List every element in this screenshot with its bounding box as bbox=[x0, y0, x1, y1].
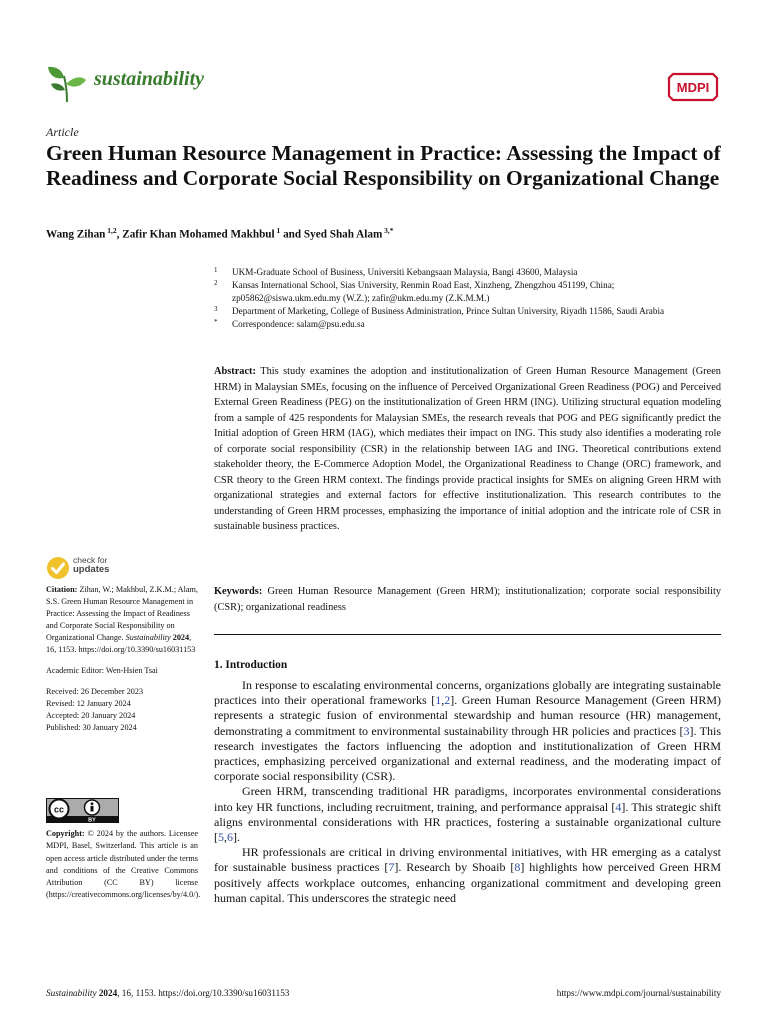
author-name: Wang Zihan bbox=[46, 228, 106, 241]
check-updates-line1: check for bbox=[73, 555, 108, 565]
date-line: Accepted: 20 January 2024 bbox=[46, 711, 136, 720]
author-affiliation-mark: 1,2 bbox=[105, 226, 117, 235]
keywords-label: Keywords: bbox=[214, 586, 263, 597]
keywords bbox=[214, 584, 721, 615]
publication-dates bbox=[46, 686, 198, 734]
academic-editor: Academic Editor: Wen-Hsien Tsai bbox=[46, 666, 158, 675]
abstract-text: This study examines the adoption and institutionalization of Green Human Resource Management (Green HRM) in Malaysian SMEs, focusing on the influence of Perceived Organizational Green Readiness (POG) and Perceived External Green Readiness (PEG) on the institutionalization of Green HRM (ING). Utilizing structural equation modeling from a sample of 425 respondents for Malaysian SMEs, the research reveals that POG and PEG significantly predict the Initial adoption of Green HRM (IAG), which mediates their impact on ING. This study also identifies a moderating role of corporate social responsibility (CSR) in the relationship between IAG and ING. Theoretical contributions extend stakeholder theory, the E-Commerce Adoption Model, the Organizational Readiness to Change (ORC) framework, and CSR theory to the Green HRM context. The findings provide practical insights for SMEs on aligning Green HRM with organizational strategies and external factors for effective institutionalization. This research contributes to the understanding of Green HRM processes, emphasizing the importance of initial adoption and the intricate role of CSR in sustainable business practices. bbox=[214, 366, 721, 532]
copyright-text: © 2024 by the authors. Licensee MDPI, Basel, Switzerland. This article is an open access article distributed under the terms and conditions of the Creative Commons Attribution (CC BY) license (https://creativecommons.org/licenses/by/4.0/). bbox=[46, 829, 201, 900]
plant-leaf-icon bbox=[46, 62, 88, 104]
date-line: Revised: 12 January 2024 bbox=[46, 699, 131, 708]
section-body bbox=[214, 678, 721, 906]
citation bbox=[46, 584, 198, 656]
affiliation-text: Correspondence: salam@psu.edu.sa bbox=[232, 319, 365, 329]
publisher-name: MDPI bbox=[676, 80, 710, 95]
citation-rest[interactable]: , 16, 1153. https://doi.org/10.3390/su16031153 bbox=[46, 633, 196, 654]
check-updates-line2: updates bbox=[73, 564, 110, 575]
copyright bbox=[46, 828, 201, 902]
affiliation-number: 3 bbox=[214, 305, 218, 313]
article-type: Article bbox=[46, 125, 79, 139]
author-list: Wang Zihan $^{1,2}$, Zafir Khan Mohamed Makhbul $^1$ and Syed Shah Alam $^{3,*}$ bbox=[46, 226, 394, 241]
date-line: Published: 30 January 2024 bbox=[46, 723, 137, 732]
author-affiliation-mark: 3,* bbox=[382, 226, 394, 235]
cc-label: BY bbox=[88, 817, 96, 823]
reference-link[interactable]: 3 bbox=[683, 723, 690, 738]
reference-link[interactable]: 8 bbox=[514, 860, 521, 875]
body-paragraph: Green HRM, transcending traditional HR paradigms, incorporates environmental considerations into key HR functions, including recruitment, training, and performance appraisal [4]. This strategic shift aligns environmental considerations with HR practices, fostering a sustainable organizational culture [5,6]. bbox=[214, 784, 722, 845]
date-line: Received: 26 December 2023 bbox=[46, 687, 144, 696]
affiliation-number: 1 bbox=[214, 266, 218, 274]
mdpi-logo-icon bbox=[667, 72, 719, 102]
reference-link[interactable]: 5 bbox=[218, 830, 224, 845]
check-for-updates-button[interactable] bbox=[46, 555, 146, 581]
citation-label: Citation: bbox=[46, 585, 78, 594]
section-heading: 1. Introduction bbox=[214, 659, 288, 671]
creative-commons-icon bbox=[46, 798, 119, 823]
abstract-label: Abstract: bbox=[214, 366, 256, 377]
footer-year: 2024 bbox=[98, 988, 118, 998]
abstract bbox=[214, 364, 721, 535]
affiliations bbox=[214, 266, 724, 331]
affiliation-number: 2 bbox=[214, 279, 218, 287]
reference-link[interactable]: 7 bbox=[388, 860, 395, 875]
reference-link[interactable]: 4 bbox=[615, 799, 622, 814]
sidebar bbox=[46, 584, 198, 734]
reference-link[interactable]: 2 bbox=[444, 693, 451, 708]
citation-year: 2024 bbox=[172, 633, 190, 642]
affiliation-item bbox=[214, 318, 724, 331]
footer-citation bbox=[46, 988, 289, 998]
affiliation-item bbox=[214, 305, 724, 318]
body-paragraph: HR professionals are critical in driving environmental initiatives, with HR emerging as a catalyst for sustainable business practices [7]. Research by Shoaib [8] highlights how perceived Green HRM positively affects workplace outcomes, enhancing organizational commitment and developing green human capital. This underscores the strategic need bbox=[214, 845, 721, 905]
footer-doi[interactable]: , 16, 1153. https://doi.org/10.3390/su16031153 bbox=[117, 988, 290, 998]
footer-journal: Sustainability bbox=[46, 988, 97, 998]
affiliation-number: * bbox=[214, 318, 218, 326]
citation-text: Zihan, W.; Makhbul, Z.K.M.; Alam, S.S. Green Human Resource Management in Practice: Assessing the Impact of Readiness and Corporate Social Responsibility on Organizational Change. bbox=[46, 585, 198, 642]
affiliation-item bbox=[214, 266, 724, 279]
check-updates-icon bbox=[46, 556, 70, 580]
reference-link[interactable]: 6 bbox=[227, 830, 233, 845]
affiliation-item bbox=[214, 279, 724, 305]
page-title: Green Human Resource Management in Practice: Assessing the Impact of Readiness and Corporate Social Responsibility on Organizational Change bbox=[46, 141, 721, 190]
copyright-label: Copyright: bbox=[46, 829, 85, 838]
author-name: Syed Shah Alam bbox=[303, 228, 383, 241]
affiliation-text: Department of Marketing, College of Business Administration, Prince Sultan University, Riyadh 11586, Saudi Arabia bbox=[232, 306, 665, 316]
body-paragraph: In response to escalating environmental concerns, organizations globally are integrating sustainable practices into their operational frameworks [1,2]. Green Human Resource Management (Green HRM) represents a strategic fusion of environmental stewardship and human resource (HR) management, demonstrating a commitment to environmental sustainability through HR policies and practices [3]. This research investigates the factors influencing the adoption and institutionalization of Green HRM practices, emphasizing perceived organizational and external readiness, and the moderating impact of corporate social responsibility (CSR). bbox=[214, 678, 721, 784]
keywords-text: Green Human Resource Management (Green HRM); institutionalization; corporate social responsibility (CSR); organizational readiness bbox=[214, 586, 721, 613]
author-affiliation-mark: 1 bbox=[274, 226, 281, 235]
citation-journal: Sustainability bbox=[125, 633, 171, 642]
cc-by-license-badge[interactable] bbox=[46, 798, 119, 823]
affiliation-text: Kansas International School, Sias University, Renmin Road East, Xinzheng, Zhengzhou 451199, China; zp05862@siswa.ukm.edu.my (W.Z.); zafir@ukm.edu.my (Z.K.M.M.) bbox=[232, 280, 615, 303]
svg-text:cc: cc bbox=[53, 804, 65, 815]
affiliation-text: UKM-Graduate School of Business, Universiti Kebangsaan Malaysia, Bangi 43600, Malaysia bbox=[232, 267, 578, 277]
divider bbox=[214, 634, 721, 635]
author-name: Zafir Khan Mohamed Makhbul bbox=[122, 228, 275, 241]
footer-journal-url[interactable]: https://www.mdpi.com/journal/sustainability bbox=[556, 988, 721, 998]
reference-link[interactable]: 1 bbox=[435, 693, 442, 708]
journal-name: sustainability bbox=[94, 68, 205, 90]
